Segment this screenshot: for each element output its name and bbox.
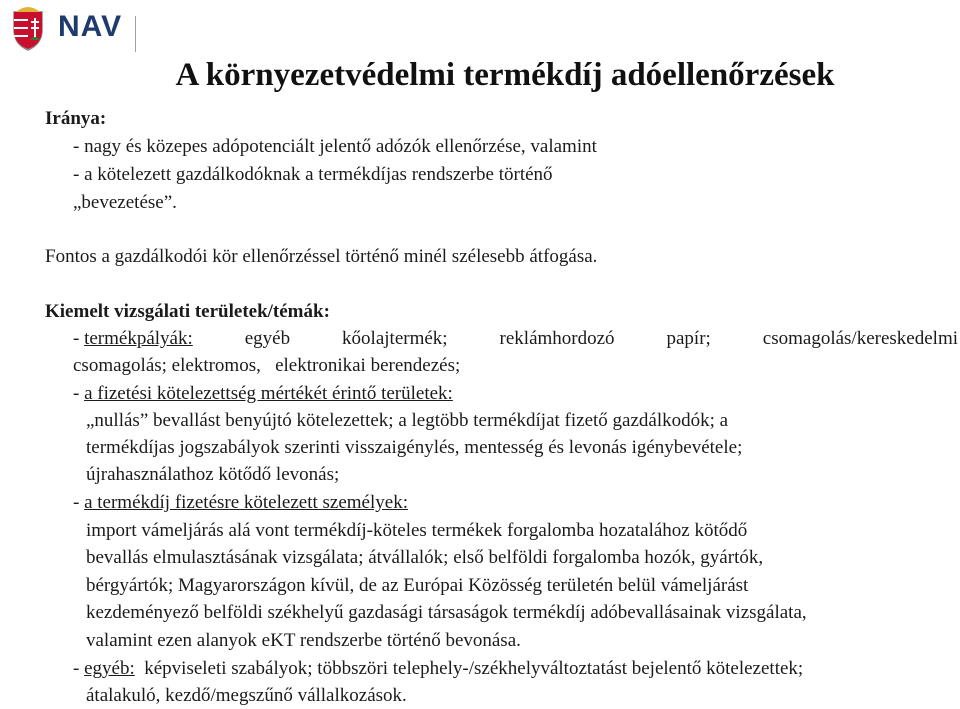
termekpalyak-word: papír; [666,328,711,349]
termekdij-item: kezdeményező belföldi székhelyű gazdasági társaságok termékdíj adóbevallásainak vizsgálata, [86,602,807,623]
fizetesi-item: termékdíjas jogszabályok szerinti visszaigénylés, mentesség és levonás igénybevétele; [86,437,743,458]
termekpalyak-label: termékpályák: [84,328,193,349]
fontos-text: Fontos a gazdálkodói kör ellenőrzéssel történő minél szélesebb átfogása. [45,246,598,267]
termekdij-label: a termékdíj fizetésre kötelezett személyek: [84,492,408,513]
fizetesi-item: „nullás” bevallást benyújtó kötelezettek; a legtöbb termékdíjat fizető gazdálkodók; a [86,410,729,431]
termekdij-item: bevallás elmulasztásának vizsgálata; átvállalók; első belföldi forgalomba hozók, gyártók, [86,547,764,568]
coat-of-arms-icon [4,4,52,52]
nav-logo [4,4,144,52]
termekpalyak-line [73,328,958,350]
termekpalyak-word: reklámhordozó [499,328,615,349]
termekpalyak-word: csomagolás/kereskedelmi [762,328,958,349]
termekpalyak-lead: - termékpályák: [73,328,193,349]
egyeb-label: egyéb: [84,658,135,679]
termekdij-item: import vámeljárás alá vont termékdíj-köteles termékek forgalomba hozatalához kötődő [86,520,748,541]
iranya-line: - nagy és közepes adópotenciált jelentő adózók ellenőrzése, valamint [73,136,597,157]
iranya-heading: Iránya: [45,108,107,129]
nav-wordmark: NAV [58,10,123,43]
egyeb-text: képviseleti szabályok; többszöri telephely-/székhelyváltoztatást bejelentő kötelezettek; [144,658,804,679]
termekpalyak-cont: csomagolás; elektromos, elektronikai berendezés; [73,355,461,376]
fizetesi-line: - a fizetési kötelezettség mértékét érintő területek: [73,383,453,404]
termekdij-item: valamint ezen alanyok eKT rendszerbe történő bevonása. [86,630,521,651]
logo-divider [135,16,136,52]
egyeb-line: - egyéb: képviseleti szabályok; többszöri telephely-/székhelyváltoztatást bejelentő kötelezettek; [73,658,804,679]
termekpalyak-word: kőolajtermék; [342,328,448,349]
iranya-line: - a kötelezett gazdálkodóknak a termékdíjas rendszerbe történő [73,164,553,185]
egyeb-cont: átalakuló, kezdő/megszűnő vállalkozások. [86,685,407,706]
fizetesi-label: a fizetési kötelezettség mértékét érintő területek: [84,383,453,404]
page-title: A környezetvédelmi termékdíj adóellenőrzések [175,57,835,93]
termekpalyak-word: egyéb [244,328,291,349]
iranya-line: „bevezetése”. [73,192,177,213]
termekdij-line: - a termékdíj fizetésre kötelezett személyek: [73,492,408,513]
termekdij-item: bérgyártók; Magyarországon kívül, de az Európai Közösség területén belül vámeljárást [86,575,749,596]
fizetesi-item: újrahasználathoz kötődő levonás; [86,464,340,485]
kiemelt-heading: Kiemelt vizsgálati területek/témák: [45,301,330,322]
